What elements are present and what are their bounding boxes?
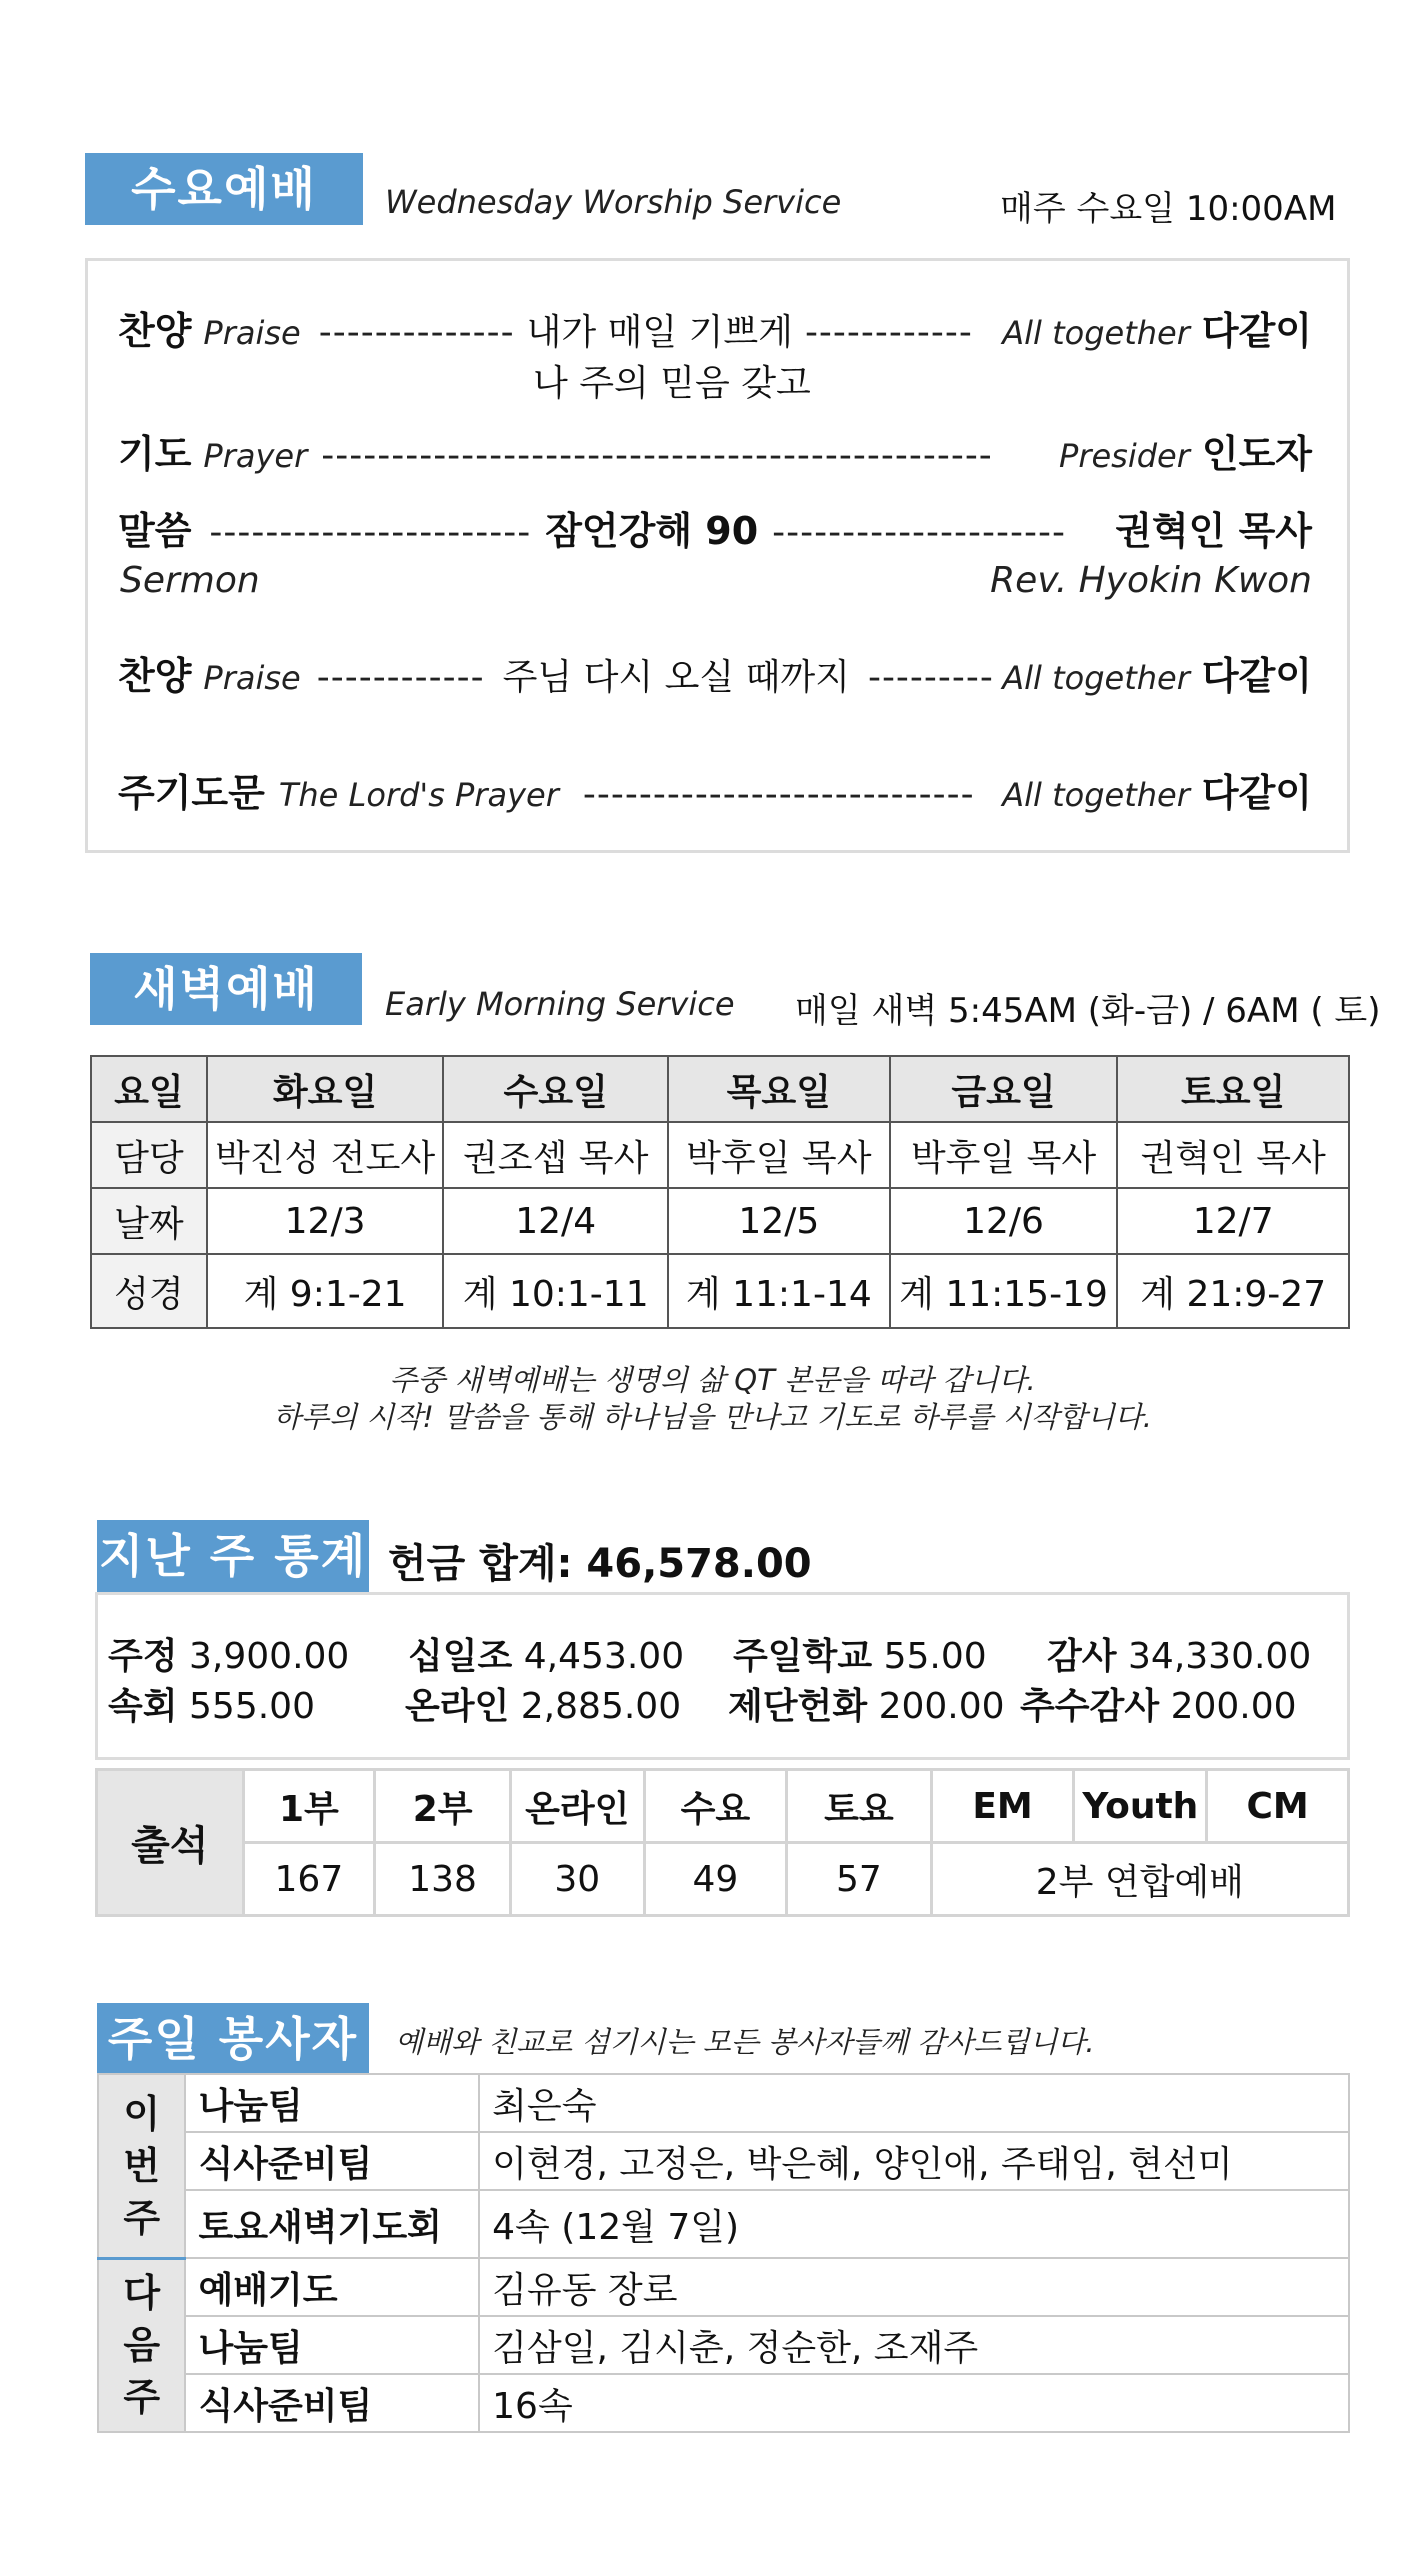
offering-value: 200.00	[878, 1686, 1005, 1727]
morning-schedule-table	[90, 1055, 1350, 1329]
leader-en: All together	[1002, 659, 1190, 697]
volunteer-role: 토요새벽기도회	[185, 2190, 479, 2258]
wednesday-tag: 수요예배	[85, 153, 363, 225]
dash-leader: ------------------------------------------------	[321, 435, 993, 476]
table-cell: 12/5	[668, 1188, 890, 1254]
preacher-en: Rev. Hyokin Kwon	[990, 560, 1312, 601]
order-label-en: Prayer	[203, 437, 308, 475]
row-label: 성경	[91, 1254, 207, 1328]
table-row	[91, 1122, 1349, 1188]
offering-item	[408, 1628, 684, 1679]
header-cell: 금요일	[890, 1056, 1118, 1122]
header-cell: 토요일	[1117, 1056, 1349, 1122]
attendance-header: 토요	[787, 1770, 932, 1843]
leader-ko: 인도자	[1201, 432, 1312, 476]
attendance-table	[95, 1768, 1350, 1917]
attendance-header: 온라인	[510, 1770, 644, 1843]
attendance-header: 2부	[375, 1770, 511, 1843]
leader-ko: 다같이	[1201, 771, 1312, 815]
order-right-4	[1002, 645, 1312, 700]
attendance-value: 57	[787, 1843, 932, 1916]
attendance-value: 30	[510, 1843, 644, 1916]
sermon-en-right	[990, 560, 1312, 601]
attendance-value: 49	[644, 1843, 787, 1916]
table-cell: 계 11:15-19	[890, 1254, 1118, 1328]
leader-en: All together	[1002, 314, 1190, 352]
leader-en: Presider	[1059, 437, 1190, 475]
volunteer-row	[98, 2258, 1349, 2316]
offering-item	[1047, 1628, 1311, 1679]
volunteer-row	[98, 2190, 1349, 2258]
offering-item	[108, 1628, 349, 1679]
order-label: 주기도문	[118, 771, 265, 815]
offering-value: 34,330.00	[1128, 1636, 1312, 1677]
hymn-title-line2	[533, 355, 811, 406]
volunteer-role: 예배기도	[185, 2258, 479, 2316]
volunteers-table	[97, 2073, 1350, 2433]
table-row	[91, 1188, 1349, 1254]
attendance-value: 167	[243, 1843, 375, 1916]
order-row-prayer	[118, 423, 993, 478]
table-cell: 12/4	[443, 1188, 668, 1254]
volunteers-subtitle: 예배와 친교로 섬기시는 모든 봉사자들께 감사드립니다.	[395, 2025, 1095, 2059]
volunteer-names: 4속 (12월 7일)	[479, 2190, 1349, 2258]
offering-item	[405, 1678, 681, 1729]
next-week-label-text: 다 음 주	[123, 2271, 161, 2420]
order-right-2	[1059, 423, 1312, 478]
next-week-label	[98, 2258, 185, 2432]
header-cell: 목요일	[668, 1056, 890, 1122]
order-label: 기도	[118, 432, 192, 476]
dash-leader: ------------	[804, 312, 973, 353]
hymn-title-2: 나 주의 믿음 갖고	[533, 363, 811, 404]
order-label-en: Praise	[203, 659, 301, 697]
attendance-header-row	[97, 1770, 1349, 1843]
volunteer-row	[98, 2074, 1349, 2132]
table-cell: 12/3	[207, 1188, 444, 1254]
order-right-3	[1115, 500, 1312, 555]
offering-label: 주정	[108, 1636, 178, 1677]
this-week-label-text: 이 번 주	[123, 2091, 161, 2240]
leader-ko: 다같이	[1201, 654, 1312, 698]
offering-total: 헌금 합계: 46,578.00	[388, 1541, 812, 1587]
dash-leader: ---------------------	[772, 512, 1066, 553]
stats-tag: 지난 주 통계	[97, 1520, 369, 1592]
order-label-en: Praise	[203, 314, 301, 352]
volunteer-names: 16속	[479, 2374, 1349, 2432]
order-label-en: The Lord's Prayer	[278, 776, 559, 814]
attendance-value: 138	[375, 1843, 511, 1916]
morning-note-2: 하루의 시작! 말씀을 통해 하나님을 만나고 기도로 하루를 시작합니다.	[273, 1400, 1152, 1434]
offering-label: 속회	[108, 1686, 178, 1727]
offering-label: 주일학교	[733, 1636, 873, 1677]
offering-label: 추수감사	[1020, 1686, 1160, 1727]
leader-ko: 다같이	[1201, 309, 1312, 353]
table-cell: 계 10:1-11	[443, 1254, 668, 1328]
offering-item	[728, 1678, 1005, 1729]
order-label: 말씀	[118, 509, 192, 553]
morning-schedule: 매일 새벽 5:45AM (화-금) / 6AM ( 토)	[795, 991, 1381, 1031]
attendance-header: CM	[1207, 1770, 1349, 1843]
dash-leader: ----------------------------	[582, 774, 975, 815]
volunteers-tag: 주일 봉사자	[97, 2003, 369, 2075]
dash-leader: --------------	[318, 312, 515, 353]
dash-leader: -----------------------	[209, 512, 532, 553]
order-right-5	[1002, 762, 1312, 817]
volunteer-row	[98, 2316, 1349, 2374]
table-cell: 12/7	[1117, 1188, 1349, 1254]
dash-leader: ------------	[316, 657, 485, 698]
leader-en: All together	[1002, 776, 1190, 814]
morning-tag: 새벽예배	[90, 953, 362, 1025]
order-label: 찬양	[118, 309, 192, 353]
volunteer-role: 식사준비팀	[185, 2374, 479, 2432]
offering-label: 온라인	[405, 1686, 510, 1727]
volunteer-row	[98, 2374, 1349, 2432]
table-cell: 계 21:9-27	[1117, 1254, 1349, 1328]
attendance-value-row	[97, 1843, 1349, 1916]
attendance-label: 출석	[97, 1770, 244, 1916]
preacher-ko: 권혁인 목사	[1115, 509, 1312, 553]
order-right-1	[1002, 300, 1312, 355]
attendance-header: Youth	[1074, 1770, 1207, 1843]
offering-label: 제단헌화	[728, 1686, 868, 1727]
volunteer-row	[98, 2132, 1349, 2190]
attendance-combined: 2부 연합예배	[931, 1843, 1348, 1916]
volunteer-names: 최은숙	[479, 2074, 1349, 2132]
offering-item	[108, 1678, 315, 1729]
dash-leader: ---------	[867, 657, 994, 698]
offering-label: 십일조	[408, 1636, 513, 1677]
attendance-header: EM	[931, 1770, 1074, 1843]
order-row-lords-prayer	[118, 762, 975, 817]
offering-label: 감사	[1047, 1636, 1117, 1677]
offering-value: 555.00	[189, 1686, 315, 1727]
order-row-praise-2	[118, 645, 994, 700]
order-row-sermon	[118, 500, 1066, 555]
sermon-en: Sermon	[120, 560, 260, 601]
offering-value: 2,885.00	[520, 1686, 682, 1727]
table-cell: 계 11:1-14	[668, 1254, 890, 1328]
header-cell: 화요일	[207, 1056, 444, 1122]
volunteer-role: 식사준비팀	[185, 2132, 479, 2190]
volunteer-role: 나눔팀	[185, 2074, 479, 2132]
offering-value: 3,900.00	[189, 1636, 350, 1677]
row-label: 날짜	[91, 1188, 207, 1254]
this-week-label	[98, 2074, 185, 2258]
offering-item	[1020, 1678, 1297, 1729]
table-cell: 박진성 전도사	[207, 1122, 444, 1188]
hymn-title: 내가 매일 기쁘게	[526, 312, 793, 353]
volunteer-names: 이현경, 고정은, 박은혜, 양인애, 주태임, 현선미	[479, 2132, 1349, 2190]
table-cell: 권조셉 목사	[443, 1122, 668, 1188]
order-row-praise-1	[118, 300, 973, 355]
table-row	[91, 1254, 1349, 1328]
morning-note-1: 주중 새벽예배는 생명의 삶 QT 본문을 따라 갑니다.	[389, 1363, 1036, 1397]
wednesday-subtitle: Wednesday Worship Service	[385, 183, 842, 221]
attendance-header: 1부	[243, 1770, 375, 1843]
table-cell: 계 9:1-21	[207, 1254, 444, 1328]
table-cell: 박후일 목사	[890, 1122, 1118, 1188]
offering-item	[733, 1628, 987, 1679]
offering-value: 4,453.00	[523, 1636, 685, 1677]
offering-value: 55.00	[883, 1636, 987, 1677]
order-label: 찬양	[118, 654, 192, 698]
table-header-row	[91, 1056, 1349, 1122]
table-cell: 12/6	[890, 1188, 1118, 1254]
header-cell: 요일	[91, 1056, 207, 1122]
volunteer-names: 김유동 장로	[479, 2258, 1349, 2316]
volunteer-role: 나눔팀	[185, 2316, 479, 2374]
volunteer-names: 김삼일, 김시춘, 정순한, 조재주	[479, 2316, 1349, 2374]
sermon-en-left	[120, 560, 260, 601]
header-cell: 수요일	[443, 1056, 668, 1122]
morning-subtitle: Early Morning Service	[385, 985, 735, 1023]
hymn-title: 주님 다시 오실 때까지	[502, 657, 850, 698]
wednesday-schedule: 매주 수요일 10:00AM	[1000, 189, 1337, 229]
table-cell: 박후일 목사	[668, 1122, 890, 1188]
attendance-header: 수요	[644, 1770, 787, 1843]
row-label: 담당	[91, 1122, 207, 1188]
offering-value: 200.00	[1170, 1686, 1297, 1727]
table-cell: 권혁인 목사	[1117, 1122, 1349, 1188]
sermon-title: 잠언강해 90	[545, 509, 759, 553]
